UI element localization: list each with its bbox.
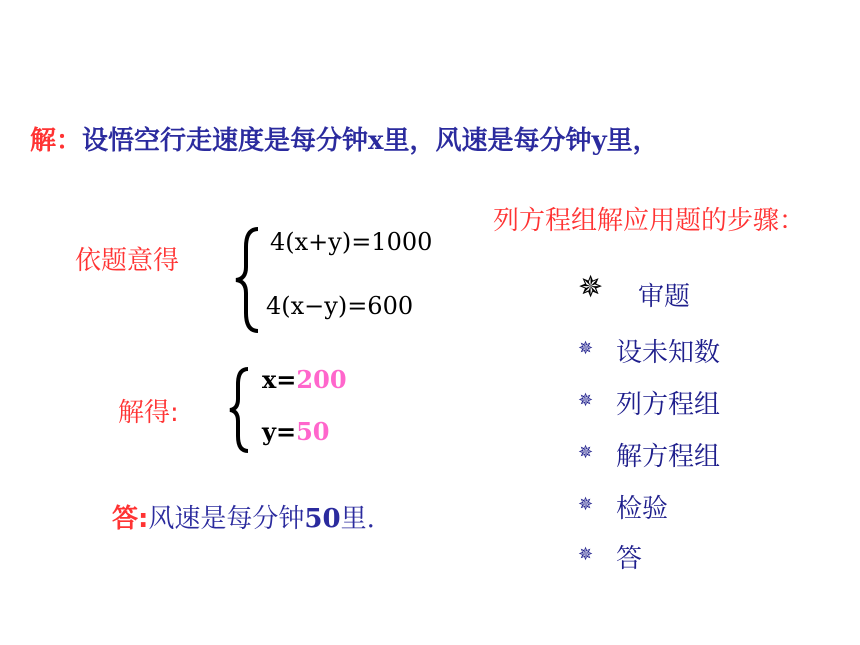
solve-y [262,417,329,446]
setup-label: 依题意得 [75,246,180,276]
star-icon: ✵ [578,338,594,359]
star-icon: ✵ [578,390,594,411]
step-item-3: 列方程组 [616,390,721,420]
step-item-5: 检验 [616,494,669,524]
step-item-2: 设未知数 [616,338,721,368]
star-icon: ✵ [578,544,594,565]
solve-label: 解得: [118,398,179,428]
answer-text-2: 里. [340,504,375,534]
star-icon: ✵ [578,494,594,515]
step-item-4: 解方程组 [616,442,721,472]
intro-var-x: x [368,126,384,156]
solution-intro [30,120,659,157]
answer-text-1: 风速是每分钟 [148,504,305,534]
intro-var-y: y [591,126,607,156]
answer-line [112,498,375,535]
intro-prefix: 解： [30,126,83,156]
intro-text-3: 里， [606,126,659,156]
solve-y-var: y= [262,417,297,446]
solve-x-value: 200 [296,365,347,394]
star-icon: ✵ [578,270,604,305]
step-item-6: 答 [616,544,643,574]
star-icon: ✵ [578,442,594,463]
step-item-1: 审题 [638,282,691,312]
solve-brace-icon [226,366,258,454]
steps-heading: 列方程组解应用题的步骤： [493,206,806,236]
setup-equation-1: 4(x+y)=1000 [270,228,433,256]
intro-text-2: 里，风速是每分钟 [383,126,592,156]
answer-number: 50 [304,504,341,534]
intro-text-1: 设悟空行走速度是每分钟 [82,126,369,156]
setup-equation-2: 4(x−y)=600 [266,292,414,320]
solve-x [262,365,347,394]
setup-brace-icon [230,225,270,335]
solve-x-var: x= [262,365,297,394]
solve-y-value: 50 [296,417,330,446]
answer-prefix: 答: [112,504,149,534]
